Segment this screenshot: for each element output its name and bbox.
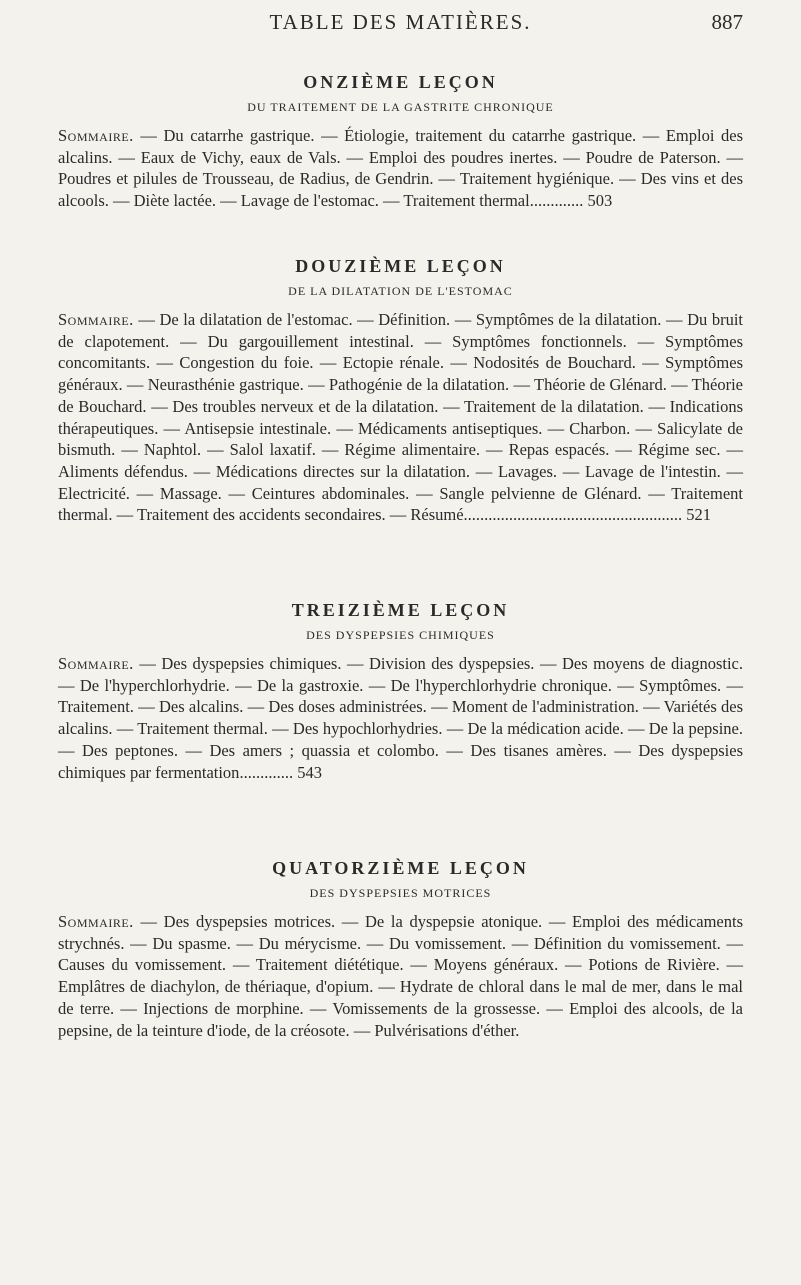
lesson-section-onzieme: [58, 72, 743, 212]
summary-text: — Du catarrhe gastrique. — Étiologie, traitement du catarrhe gastrique. — Emploi des alcalins. — Eaux de Vichy, eaux de Vals. — Emploi des poudres inertes. — Poudre de Paterson. — Poudres et pilules de Trousseau, de Radius, de Gendrin. — Traitement hygiénique. — Des vins et des alcools. — Diète lactée. — Lavage de l'estomac. — Traitement thermal: [58, 126, 743, 211]
lesson-subtitle: DU TRAITEMENT DE LA GASTRITE CHRONIQUE: [247, 100, 554, 114]
lesson-title: ONZIÈME LEÇON: [303, 72, 498, 92]
summary-text: — Des dyspepsies chimiques. — Division des dyspepsies. — Des moyens de diagnostic. — De l'hyperchlorhydrie. — De la gastroxie. — De l'hyperchlorhydrie chronique. — Symptômes. — Traitement. — Des alcalins. — Des doses administrées. — Moment de l'administration. — Variétés des alcalins. — Traitement thermal. — Des hypochlorhydries. — De la médication acide. — De la pepsine. — Des peptones. — Des amers ; quassia et colombo. — Des tisanes amères. — Des dyspepsies chimiques par fermentation: [58, 654, 743, 782]
summary-page-number: 521: [686, 505, 712, 525]
lesson-section-treizieme: [58, 600, 743, 783]
summary-label: Sommaire.: [58, 126, 134, 145]
summary-label: Sommaire.: [58, 654, 134, 673]
summary-page-number: 503: [587, 191, 613, 211]
lesson-section-douzieme: [58, 256, 743, 526]
lesson-subtitle: DES DYSPEPSIES MOTRICES: [309, 886, 492, 900]
lesson-section-quatorzieme: [58, 858, 743, 1041]
lesson-subtitle: DE LA DILATATION DE L'ESTOMAC: [288, 284, 513, 298]
summary-text: — De la dilatation de l'estomac. — Définition. — Symptômes de la dilatation. — Du bruit de clapotement. — Du gargouillement intestinal. — Symptômes fonctionnels. — Symptômes concomitants. — Congestion du foie. — Ectopie rénale. — Nodosités de Bouchard. — Symptômes généraux. — Neurasthénie gastrique. — Pathogénie de la dilatation. — Théorie de Glénard. — Théorie de Bouchard. — Des troubles nerveux et de la dilatation. — Traitement de la dilatation. — Indications thérapeutiques. — Antisepsie intestinale. — Médicaments antiseptiques. — Charbon. — Salicylate de bismuth. — Naphtol. — Salol laxatif. — Régime alimentaire. — Repas espacés. — Régime sec. — Aliments défendus. — Médications directes sur la dilatation. — Lavages. — Lavage de l'intestin. — Electricité. — Massage. — Ceintures abdominales. — Sangle pelvienne de Glénard. — Traitement thermal. — Traitement des accidents secondaires. — Résumé: [58, 310, 743, 525]
lesson-subtitle: DES DYSPEPSIES CHIMIQUES: [306, 628, 495, 642]
lesson-title: DOUZIÈME LEÇON: [295, 256, 506, 276]
leader-dots: .............: [239, 762, 294, 782]
lesson-summary: [58, 125, 743, 212]
leader-dots: .............: [529, 191, 584, 211]
lesson-title: TREIZIÈME LEÇON: [291, 600, 510, 620]
summary-label: Sommaire.: [58, 912, 134, 931]
lesson-summary: [58, 911, 743, 1041]
lesson-summary: [58, 653, 743, 783]
summary-text: — Des dyspepsies motrices. — De la dyspepsie atonique. — Emploi des médicaments strychnés. — Du spasme. — Du mérycisme. — Du vomissement. — Définition du vomissement. — Causes du vomissement. — Traitement diététique. — Moyens généraux. — Potions de Rivière. — Emplâtres de diachylon, de thériaque, d'opium. — Hydrate de chloral dans le mal de mer, dans le mal de terre. — Injections de morphine. — Vomissements de la grossesse. — Emploi des alcools, de la pepsine, de la teinture d'iode, de la créosote. — Pulvérisations d'éther.: [58, 912, 743, 1040]
running-head: [58, 10, 743, 36]
lesson-summary: [58, 309, 743, 526]
summary-label: Sommaire.: [58, 310, 134, 329]
page-number: 887: [711, 10, 743, 34]
summary-page-number: 543: [297, 762, 322, 782]
leader-dots: .....................................................: [463, 505, 683, 525]
running-title: TABLE DES MATIÈRES.: [269, 10, 532, 34]
lesson-title: QUATORZIÈME LEÇON: [272, 858, 529, 878]
